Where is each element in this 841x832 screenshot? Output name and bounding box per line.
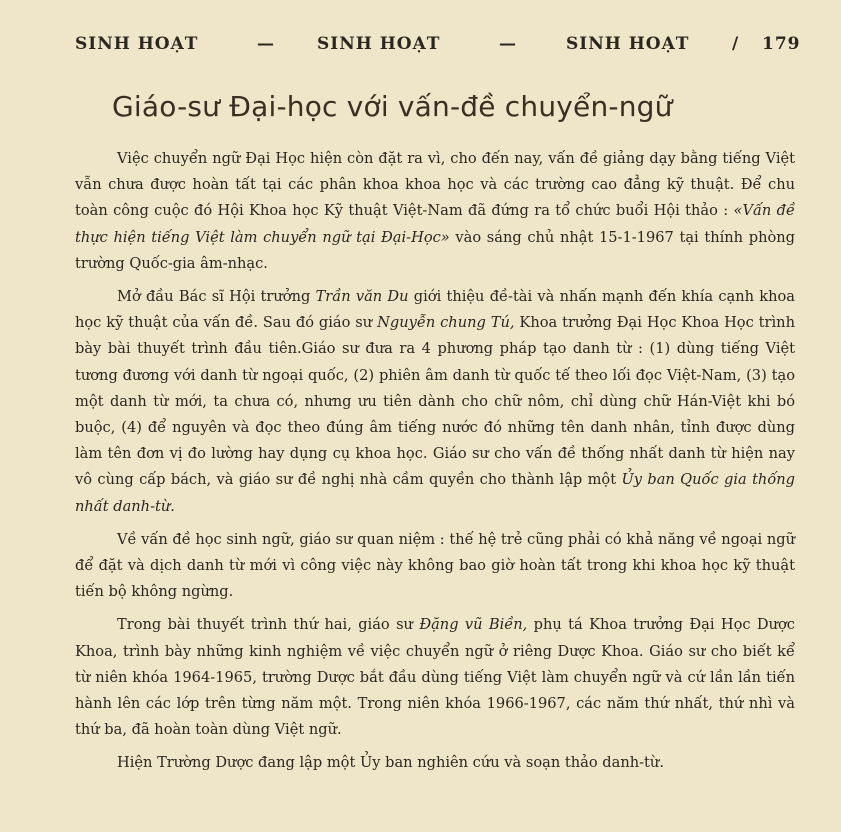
paragraph-1-italic: «Vấn đề thực hiện tiếng Việt làm chuyển ngữ tại Đại-Học» bbox=[75, 202, 795, 246]
paragraph-3: Về vấn đề học sinh ngữ, giáo sư quan niệm : thế hệ trẻ cũng phải có khả năng về ngoại ngữ để đặt và dịch danh từ mới vì công việc này không bao giờ hoàn tất trong khi khoa học kỹ thuật tiến bộ không ngừng. bbox=[75, 530, 795, 601]
header-slash: / bbox=[732, 34, 740, 54]
paragraph-5: Hiện Trường Dược đang lập một Ủy ban nghiên cứu và soạn thảo danh-từ. bbox=[117, 754, 664, 772]
paragraph-2-italic-c: Ủy ban Quốc gia thống nhất danh-từ. bbox=[75, 471, 795, 515]
article-body bbox=[75, 146, 795, 784]
running-header bbox=[75, 34, 801, 58]
paragraph-2-text-c: Khoa trưởng Đại Học Khoa Học trình bày bài thuyết trình đầu tiên.Giáo sư đưa ra 4 phương pháp tạo danh từ : (1) dùng tiếng Việt tương đương với danh từ ngoại quốc, (2) phiên âm danh từ quốc tế theo lối đọc Việt-Nam, (3) tạo một danh từ mới, ta chưa có, nhưng ưu tiên dành cho chữ nôm, chỉ dùng chữ Hán-Việt khi bó buộc, (4) để nguyên và đọc theo đúng âm tiếng nước đó những tên danh nhân, tỉnh được dùng làm tên đơn vị đo lường hay dụng cụ khoa học. Giáo sư cho vấn đề thống nhất danh từ hiện nay vô cùng cấp bách, và giáo sư đề nghị nhà cầm quyền cho thành lập một bbox=[75, 314, 795, 489]
paragraph-2 bbox=[75, 284, 795, 520]
paragraph-2-text-b: giới thiệu đề-tài và nhấn mạnh đến khía cạnh khoa học kỹ thuật của vấn đề. Sau đó giáo sư bbox=[75, 288, 796, 332]
header-section-2: SINH HOẠT bbox=[317, 34, 441, 54]
paragraph-4-italic: Đặng vũ Biền, bbox=[419, 616, 528, 634]
paragraph-2-italic-b: Nguyễn chung Tú, bbox=[377, 314, 515, 332]
paragraph-4 bbox=[75, 612, 795, 743]
paragraph-1-text-b: vào sáng chủ nhật 15-1-1967 tại thính phòng trường Quốc-gia âm-nhạc. bbox=[75, 228, 796, 272]
paragraph-1-text-a: Việc chuyển ngữ Đại Học hiện còn đặt ra vì, cho đến nay, vấn đề giảng dạy bằng tiếng Việt vẫn chưa được hoàn tất tại các phân khoa khoa học và các trường cao đẳng kỹ thuật. Để chu toàn công cuộc đó Hội Khoa học Kỹ thuật Việt-Nam đã đứng ra tổ chức buổi Hội thảo : bbox=[75, 150, 795, 220]
paragraph-2-italic-a: Trần văn Du bbox=[315, 288, 409, 306]
paragraph-2-text-a: Mở đầu Bác sĩ Hội trưởng bbox=[117, 288, 316, 306]
page-number: 179 bbox=[762, 34, 801, 54]
paragraph-1 bbox=[75, 146, 795, 277]
paragraph-4-text-b: phụ tá Khoa trưởng Đại Học Dược Khoa, trình bày những kinh nghiệm về việc chuyển ngữ ở riêng Dược Khoa. Giáo sư cho biết kể từ niên khóa 1964-1965, trường Dược bắt đầu dùng tiếng Việt làm chuyển ngữ và cứ lần lần tiến hành lên các lớp trên từng năm một. Trong niên khóa 1966-1967, các năm thứ nhất, thứ nhì và thứ ba, đã hoàn toàn dùng Việt ngữ. bbox=[75, 616, 795, 739]
header-dash-1: — bbox=[257, 34, 275, 54]
header-section-3: SINH HOẠT bbox=[566, 34, 690, 54]
header-section-1: SINH HOẠT bbox=[75, 34, 199, 54]
article-title: Giáo-sư Đại-học với vấn-đề chuyển-ngữ bbox=[112, 90, 673, 123]
paragraph-4-text-a: Trong bài thuyết trình thứ hai, giáo sư bbox=[117, 616, 420, 634]
header-dash-2: — bbox=[499, 34, 517, 54]
